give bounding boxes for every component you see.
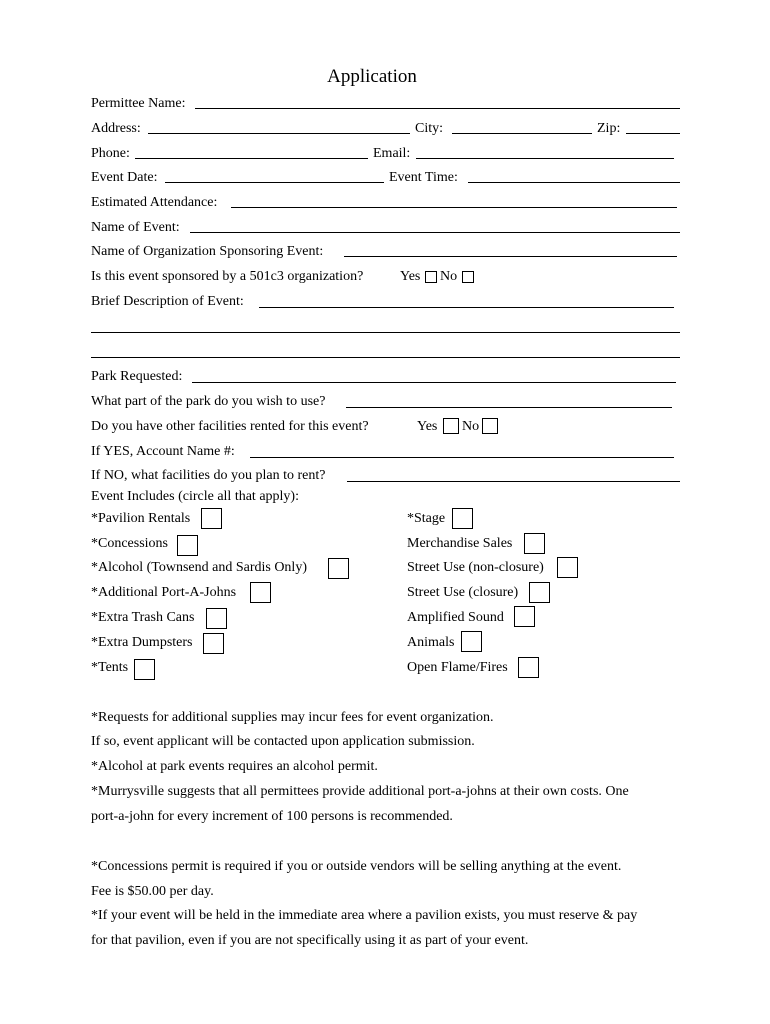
page-title: Application xyxy=(327,66,417,87)
stage-checkbox[interactable] xyxy=(452,508,473,529)
email-field[interactable] xyxy=(416,158,674,159)
park-requested-field[interactable] xyxy=(192,382,676,383)
event-date-field[interactable] xyxy=(165,182,384,183)
facilities-no-checkbox[interactable] xyxy=(482,418,498,434)
phone-label: Phone: xyxy=(91,146,130,161)
note-port-a-johns-cont: port-a-john for every increment of 100 persons is recommended. xyxy=(91,809,453,824)
note-fee: Fee is $50.00 per day. xyxy=(91,884,214,899)
note-pavilion: *If your event will be held in the immediate area where a pavilion exists, you must reserve & pay xyxy=(91,908,638,923)
501c3-no-checkbox[interactable] xyxy=(462,271,474,283)
option-pavilion-rentals: *Pavilion Rentals xyxy=(91,511,191,526)
address-field[interactable] xyxy=(148,133,410,134)
option-merchandise-sales: Merchandise Sales xyxy=(407,536,513,551)
concessions-checkbox[interactable] xyxy=(177,535,198,556)
option-concessions: *Concessions xyxy=(91,536,168,551)
facilities-yes-label: Yes xyxy=(417,419,438,434)
amplified-sound-checkbox[interactable] xyxy=(514,606,535,627)
event-time-label: Event Time: xyxy=(389,170,458,185)
phone-field[interactable] xyxy=(135,158,368,159)
option-street-use-non-closure: Street Use (non-closure) xyxy=(407,560,544,575)
note-pavilion-cont: for that pavilion, even if you are not specifically using it as part of your event. xyxy=(91,933,529,948)
tents-checkbox[interactable] xyxy=(134,659,155,680)
pavilion-rentals-checkbox[interactable] xyxy=(201,508,222,529)
sponsor-org-label: Name of Organization Sponsoring Event: xyxy=(91,244,324,259)
park-part-label: What part of the park do you wish to use? xyxy=(91,394,326,409)
501c3-yes-checkbox[interactable] xyxy=(425,271,437,283)
event-name-field[interactable] xyxy=(190,232,680,233)
sponsored-501c3-label: Is this event sponsored by a 501c3 organization? xyxy=(91,269,364,284)
sponsor-org-field[interactable] xyxy=(344,256,677,257)
open-flame-fires-checkbox[interactable] xyxy=(518,657,539,678)
note-concessions-permit: *Concessions permit is required if you or outside vendors will be selling anything at the event. xyxy=(91,859,622,874)
email-label: Email: xyxy=(373,146,411,161)
alcohol-checkbox[interactable] xyxy=(328,558,349,579)
merchandise-sales-checkbox[interactable] xyxy=(524,533,545,554)
permittee-name-field[interactable] xyxy=(195,108,680,109)
yes-label: Yes xyxy=(400,269,421,284)
option-extra-dumpsters: *Extra Dumpsters xyxy=(91,635,193,650)
city-label: City: xyxy=(415,121,444,136)
city-field[interactable] xyxy=(452,133,592,134)
event-time-field[interactable] xyxy=(468,182,680,183)
note-additional-supplies: *Requests for additional supplies may incur fees for event organization. xyxy=(91,710,494,725)
option-animals: Animals xyxy=(407,635,455,650)
zip-field[interactable] xyxy=(626,133,680,134)
park-part-field[interactable] xyxy=(346,407,672,408)
event-includes-label: Event Includes (circle all that apply): xyxy=(91,489,299,504)
option-extra-trash-cans: *Extra Trash Cans xyxy=(91,610,195,625)
description-line-2[interactable] xyxy=(91,332,680,333)
option-stage: *Stage xyxy=(407,511,446,526)
attendance-field[interactable] xyxy=(231,207,677,208)
option-alcohol: *Alcohol (Townsend and Sardis Only) xyxy=(91,560,307,575)
event-name-label: Name of Event: xyxy=(91,220,180,235)
note-alcohol-permit: *Alcohol at park events requires an alcohol permit. xyxy=(91,759,378,774)
attendance-label: Estimated Attendance: xyxy=(91,195,218,210)
description-field[interactable] xyxy=(259,307,674,308)
dumpsters-checkbox[interactable] xyxy=(203,633,224,654)
description-label: Brief Description of Event: xyxy=(91,294,244,309)
if-no-label: If NO, what facilities do you plan to rent? xyxy=(91,468,326,483)
if-yes-label: If YES, Account Name #: xyxy=(91,444,235,459)
permittee-name-label: Permittee Name: xyxy=(91,96,186,111)
if-no-field[interactable] xyxy=(347,481,680,482)
street-use-closure-checkbox[interactable] xyxy=(529,582,550,603)
facilities-yes-checkbox[interactable] xyxy=(443,418,459,434)
description-line-3[interactable] xyxy=(91,357,680,358)
note-port-a-johns: *Murrysville suggests that all permittees provide additional port-a-johns at their own costs. One xyxy=(91,784,629,799)
no-label: No xyxy=(440,269,458,284)
port-a-johns-checkbox[interactable] xyxy=(250,582,271,603)
note-applicant-contacted: If so, event applicant will be contacted upon application submission. xyxy=(91,734,475,749)
zip-label: Zip: xyxy=(597,121,621,136)
if-yes-field[interactable] xyxy=(250,457,674,458)
option-street-use-closure: Street Use (closure) xyxy=(407,585,519,600)
other-facilities-label: Do you have other facilities rented for this event? xyxy=(91,419,369,434)
option-open-flame-fires: Open Flame/Fires xyxy=(407,660,508,675)
option-amplified-sound: Amplified Sound xyxy=(407,610,504,625)
street-use-non-closure-checkbox[interactable] xyxy=(557,557,578,578)
trash-cans-checkbox[interactable] xyxy=(206,608,227,629)
park-requested-label: Park Requested: xyxy=(91,369,183,384)
address-label: Address: xyxy=(91,121,141,136)
animals-checkbox[interactable] xyxy=(461,631,482,652)
facilities-no-label: No xyxy=(462,419,480,434)
option-tents: *Tents xyxy=(91,660,129,675)
option-additional-port-a-johns: *Additional Port-A-Johns xyxy=(91,585,237,600)
event-date-label: Event Date: xyxy=(91,170,158,185)
